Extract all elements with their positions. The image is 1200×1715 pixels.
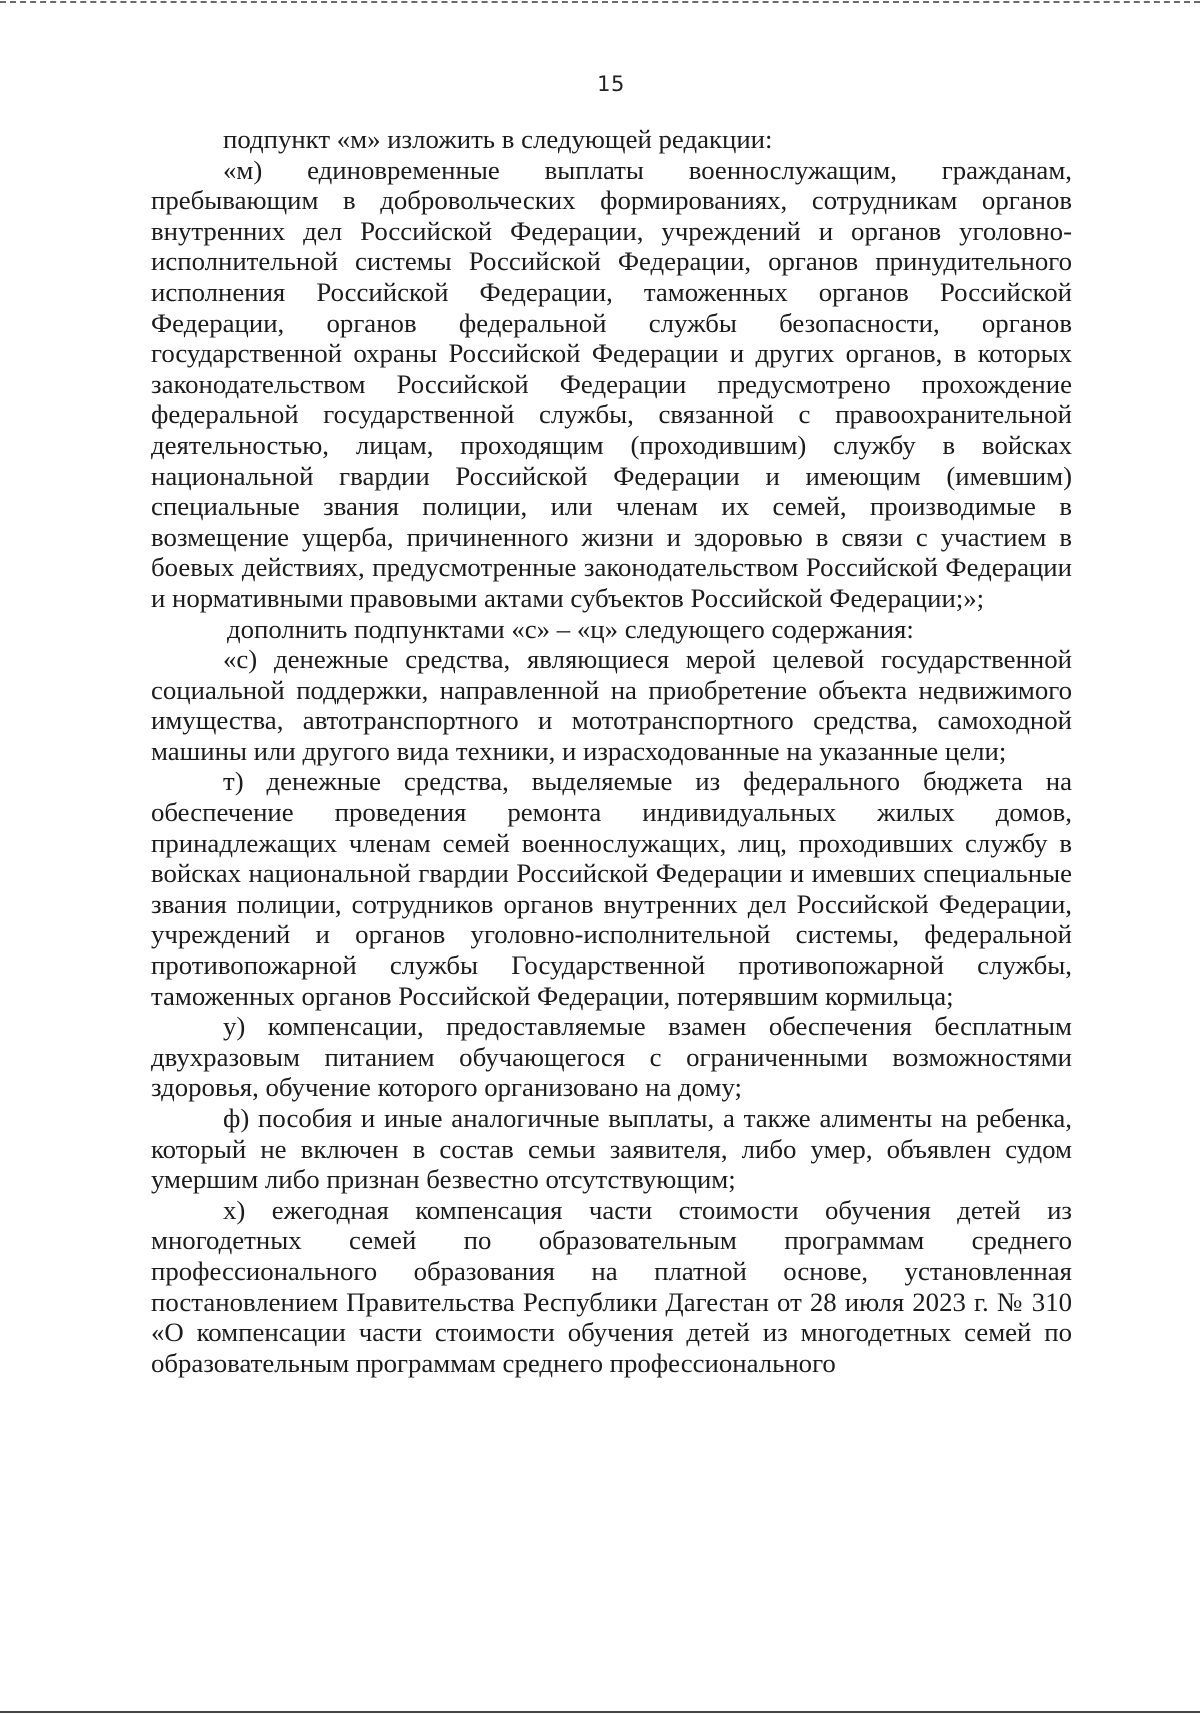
paragraph-item-t: т) денежные средства, выделяемые из федерального бюджета на обеспечение проведения ремонта индивидуальных жилых домов, принадлежащих членам семей военнослужащих, лиц, проходивших службу в войсках национальной гвардии Российской Федерации и имевших специальные звания полиции, сотрудников органов внутренних дел Российской Федерации, учреждений и органов уголовно-исполнительной системы, федеральной противопожарной службы Государственной противопожарной службы, таможенных органов Российской Федерации, потерявшим кормильца; (151, 766, 1072, 1011)
paragraph-item-kh: х) ежегодная компенсация части стоимости обучения детей из многодетных семей по образовательным программам среднего профессионального образования на платной основе, установленная постановлением Правительства Республики Дагестан от 28 июля 2023 г. № 310 «О компенсации части стоимости обучения детей из многодетных семей по образовательным программам среднего профессионального (151, 1194, 1072, 1378)
document-body (151, 124, 1072, 1378)
page-number: 15 (597, 72, 625, 96)
paragraph-item-m: «м) единовременные выплаты военнослужащим, гражданам, пребывающим в добровольческих формированиях, сотрудникам органов внутренних дел Российской Федерации, учреждений и органов уголовно-исполнительной системы Российской Федерации, органов принудительного исполнения Российской Федерации, таможенных органов Российской Федерации, органов федеральной службы безопасности, органов государственной охраны Российской Федерации и других органов, в которых законодательством Российской Федерации предусмотрено прохождение федеральной государственной службы, связанной с правоохранительной деятельностью, лицам, проходящим (проходившим) службу в войсках национальной гвардии Российской Федерации и имеющим (имевшим) специальные звания полиции, или членам их семей, производимые в возмещение ущерба, причиненного жизни и здоровью в связи с участием в боевых действиях, предусмотренные законодательством Российской Федерации и нормативными правовыми актами субъектов Российской Федерации;»; (151, 154, 1072, 613)
paragraph-item-s: «с) денежные средства, являющиеся мерой целевой государственной социальной поддержки, направленной на приобретение объекта недвижимого имущества, автотранспортного и мототранспортного средства, самоходной машины или другого вида техники, и израсходованные на указанные цели; (151, 644, 1072, 766)
paragraph-intro-m: подпункт «м» изложить в следующей редакции: (223, 124, 773, 154)
paragraph-intro-additions: дополнить подпунктами «с» – «ц» следующего содержания: (227, 613, 914, 644)
scan-bottom-edge (0, 1711, 1200, 1713)
scan-top-edge (0, 1, 1200, 3)
paragraph-item-u: у) компенсации, предоставляемые взамен обеспечения бесплатным двухразовым питанием обучающегося с ограниченными возможностями здоровья, обучение которого организовано на дому; (151, 1011, 1072, 1103)
paragraph-item-f: ф) пособия и иные аналогичные выплаты, а также алименты на ребенка, который не включен в состав семьи заявителя, либо умер, объявлен судом умершим либо признан безвестно отсутствующим; (151, 1103, 1072, 1195)
